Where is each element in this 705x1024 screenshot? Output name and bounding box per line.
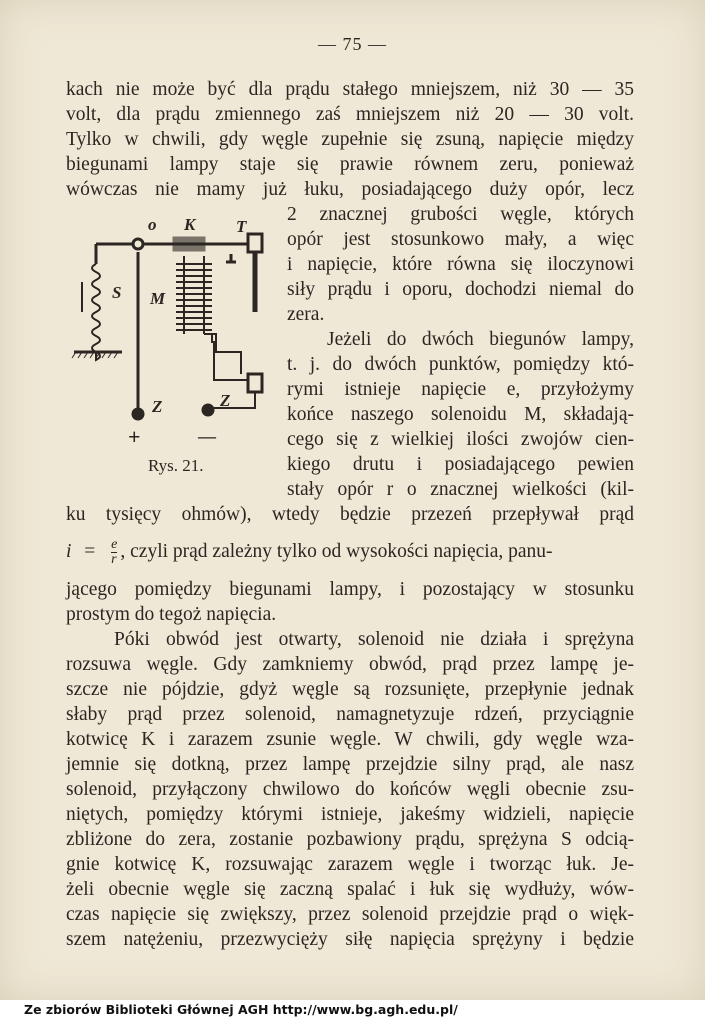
text-line: cego się z wielkiej ilości zwojów cien-	[287, 429, 634, 450]
formula-equals: =	[84, 540, 96, 562]
text-line: czas napięcie się zwiększy, przez solenoid przejdzie prąd o więk-	[66, 904, 634, 925]
formula-rest: , czyli prąd zależny tylko od wysokości napięcia, panu-	[120, 540, 553, 562]
text-line: prostym do tegoż napięcia.	[66, 604, 277, 625]
formula-denominator: r	[111, 552, 117, 567]
figure-label-z1: Z	[152, 397, 163, 416]
figure-label-z2: Z	[220, 391, 231, 410]
text-line: końce naszego solenoidu M, składają-	[287, 404, 634, 425]
text-line: wówczas nie mamy już łuku, posiadającego duży opór, lecz	[66, 179, 634, 200]
figure-caption: Rys. 21.	[148, 456, 204, 475]
text-line: słaby prąd przez solenoid, namagnetyzuje rdzeń, przyciągnie	[66, 704, 634, 725]
text-line: biegunami lampy staje się prawie równem zeru, ponieważ	[66, 154, 634, 175]
formula-line	[66, 538, 634, 567]
text-line: t. j. do dwóch punktów, pomiędzy któ-	[287, 354, 634, 375]
text-line: szcze nie pójdzie, gdyż węgle są rozsunięte, przepłynie jednak	[66, 679, 634, 700]
text-line: kach nie może być dla prądu stałego mniejszem, niż 30 — 35	[66, 79, 634, 100]
text-line: ku tysięcy ohmów), wtedy będzie przezeń przepływał prąd	[66, 504, 634, 525]
text-line: 2 znacznej grubości węgle, których	[287, 204, 634, 225]
figure-label-t: T	[236, 217, 247, 236]
text-line: Póki obwód jest otwarty, solenoid nie działa i sprężyna	[114, 629, 634, 650]
figure-label-o: o	[148, 215, 157, 234]
text-line: jemnie się dotkną, przez lampę przejdzie silny prąd, ale nasz	[66, 754, 634, 775]
figure-label-minus: —	[198, 426, 216, 446]
text-line: szem natężeniu, przezwycięży siłę napięcia sprężyny i będzie	[66, 929, 634, 950]
text-line: kiego drutu i posiadającego pewien	[287, 454, 634, 475]
page-number: — 75 —	[318, 34, 387, 54]
text-line: niętych, pomiędzy którymi istnieje, jakeśmy widzieli, napięcie	[66, 804, 634, 825]
text-line: jącego pomiędzy biegunami lampy, i pozostający w stosunku	[66, 579, 634, 600]
text-line: stały opór r o znacznej wielkości (kil-	[287, 479, 634, 500]
figure-label-k: K	[184, 215, 196, 234]
figure-arc-lamp-regulator	[66, 212, 278, 452]
text-line: Tylko w chwili, gdy węgle zupełnie się zsuną, napięcie między	[66, 129, 634, 150]
text-line: volt, dla prądu zmiennego zaś mniejszem niż 20 — 30 volt.	[66, 104, 634, 125]
figure-label-m: M	[150, 289, 166, 308]
formula-numerator: e	[111, 537, 118, 552]
text-line: gnie kotwicę K, rozsuwając zarazem węgle i tworząc łuk. Je-	[66, 854, 634, 875]
figure-label-plus: +	[128, 424, 141, 449]
text-line: żeli obecnie węgle się zaczną spalać i łuk się wydłuży, wów-	[66, 879, 634, 900]
figure-label-s: S	[112, 283, 122, 302]
formula-lhs: i	[66, 540, 72, 562]
text-line: solenoid, przyłączony chwilowo do końców węgli obecnie zsu-	[66, 779, 634, 800]
text-line: siły prądu i oporu, dochodzi niemal do	[287, 279, 634, 300]
text-line: i napięcie, które równa się iloczynowi	[287, 254, 634, 275]
text-line: Jeżeli do dwóch biegunów lampy,	[327, 329, 634, 350]
text-line: zbliżone do zera, zostanie pozbawiony prądu, sprężyna S odcią-	[66, 829, 634, 850]
library-footer: Ze zbiorów Biblioteki Głównej AGH http://www.bg.agh.edu.pl/	[24, 1002, 458, 1017]
text-line: rymi istnieje napięcie e, przyłożymy	[287, 379, 634, 400]
formula-fraction	[111, 538, 117, 567]
text-line: rozsuwa węgle. Gdy zamkniemy obwód, prąd przez lampę je-	[66, 654, 634, 675]
text-line: zera.	[287, 304, 325, 325]
text-line: opór jest stosunkowo mały, a więc	[287, 229, 634, 250]
text-line: kotwicę K i zarazem zsunie węgle. W chwili, gdy węgle wza-	[66, 729, 634, 750]
